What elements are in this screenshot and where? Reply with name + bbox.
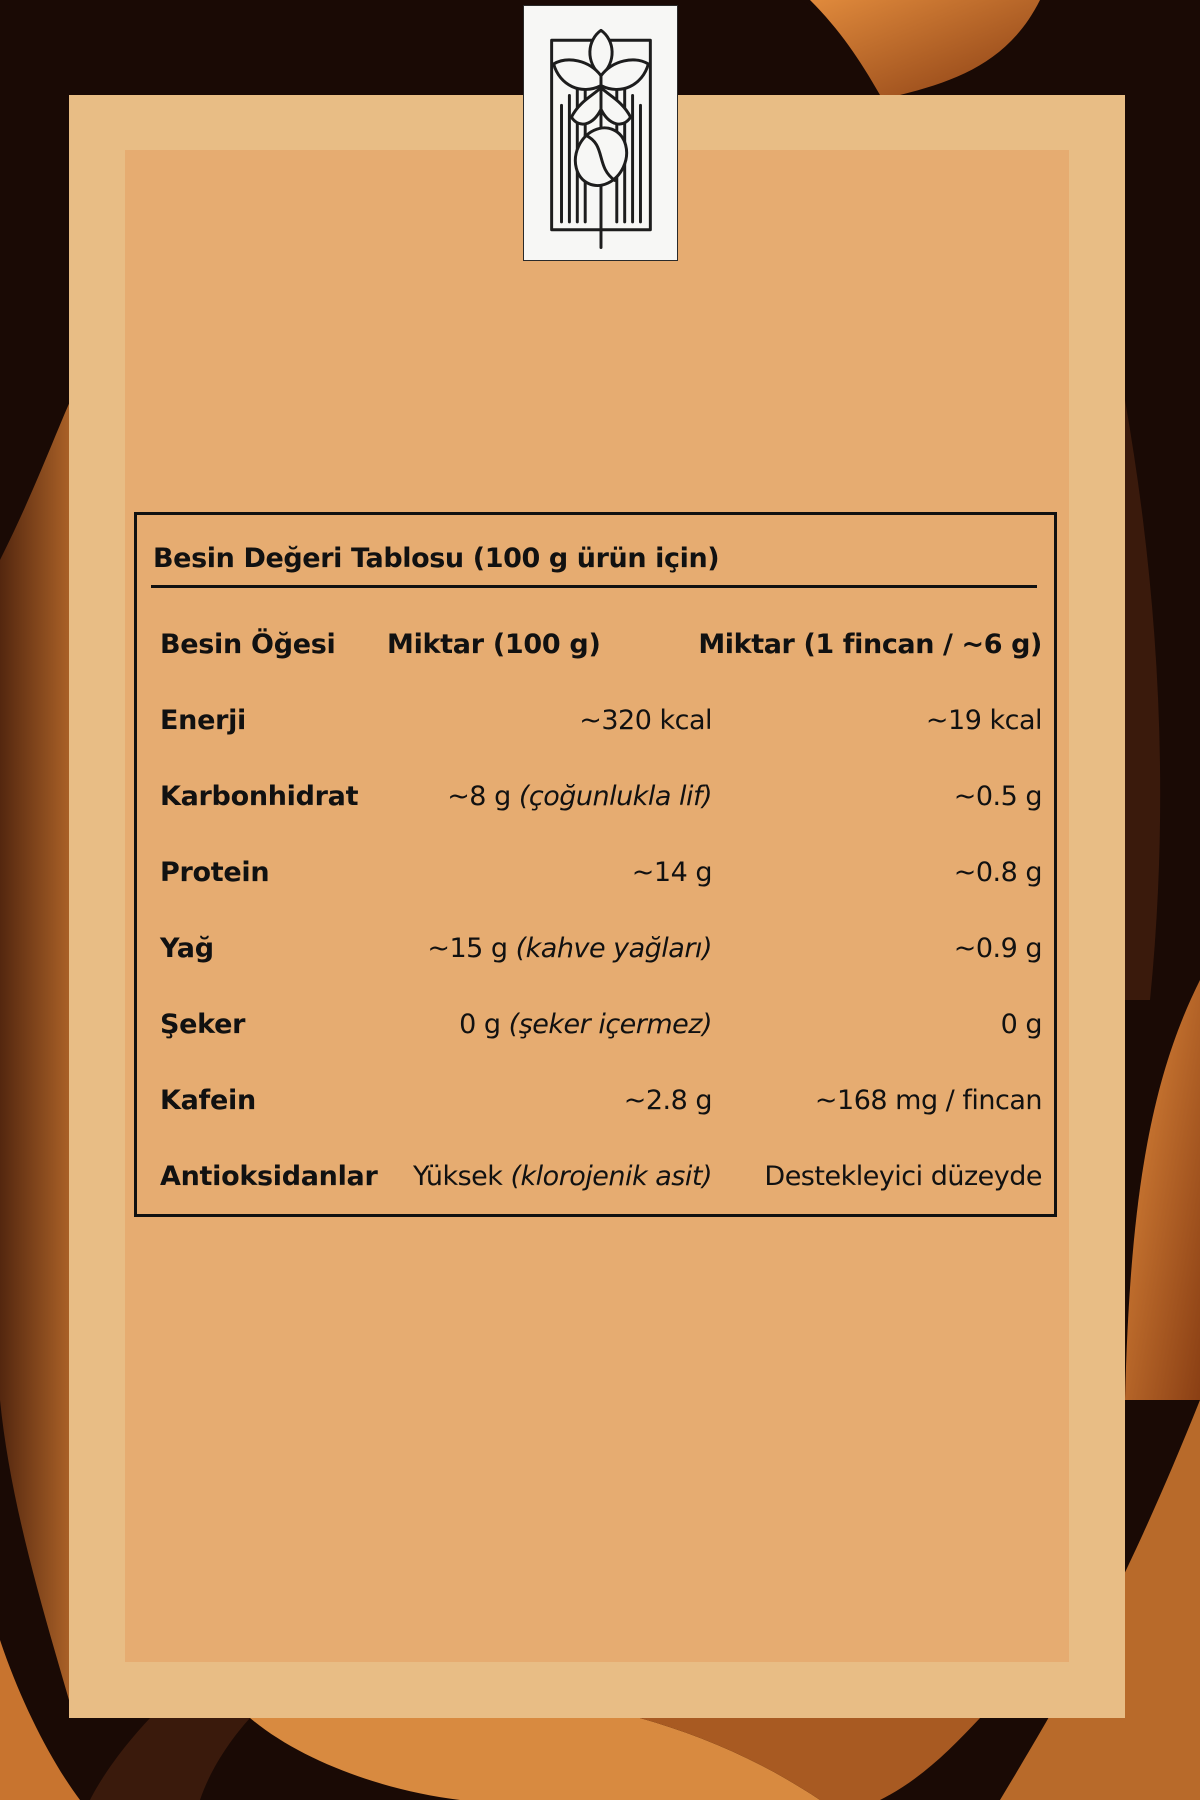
amount-value: ~2.8 g bbox=[623, 1085, 712, 1116]
amount-value: ~320 kcal bbox=[579, 705, 712, 736]
amount-per-100g bbox=[447, 772, 712, 822]
amount-per-100g bbox=[413, 1152, 712, 1202]
amount-note: (kahve yağları) bbox=[515, 933, 712, 964]
caption-divider bbox=[151, 585, 1037, 588]
table-caption: Besin Değeri Tablosu (100 g ürün için) bbox=[153, 543, 720, 574]
table-row bbox=[137, 924, 1054, 974]
amount-per-cup: 0 g bbox=[1000, 1009, 1042, 1040]
nutrient-name: Protein bbox=[160, 857, 270, 888]
amount-per-100g bbox=[624, 1076, 712, 1126]
nutrient-name: Karbonhidrat bbox=[160, 781, 359, 812]
amount-per-cup: ~0.5 g bbox=[953, 781, 1042, 812]
amount-value: Yüksek bbox=[412, 1161, 503, 1192]
table-row bbox=[137, 772, 1054, 822]
amount-per-100g bbox=[427, 924, 712, 974]
nutrient-name: Yağ bbox=[160, 933, 214, 964]
nutrient-name: Kafein bbox=[160, 1085, 256, 1116]
table-header-row bbox=[137, 620, 1054, 670]
amount-note: (klorojenik asit) bbox=[510, 1161, 712, 1192]
table-row bbox=[137, 1152, 1054, 1202]
amount-note: (çoğunlukla lif) bbox=[518, 781, 712, 812]
amount-per-100g bbox=[579, 696, 712, 746]
nutrient-name: Antioksidanlar bbox=[160, 1161, 378, 1192]
header-per-cup: Miktar (1 fincan / ~6 g) bbox=[698, 629, 1042, 660]
header-per-100g: Miktar (100 g) bbox=[387, 629, 601, 660]
amount-per-100g bbox=[632, 848, 712, 898]
amount-value: ~14 g bbox=[631, 857, 712, 888]
amount-value: ~15 g bbox=[427, 933, 508, 964]
amount-value: 0 g bbox=[459, 1009, 501, 1040]
table-row bbox=[137, 848, 1054, 898]
amount-note: (şeker içermez) bbox=[508, 1009, 712, 1040]
amount-per-cup: Destekleyici düzeyde bbox=[764, 1161, 1042, 1192]
nutrition-table bbox=[134, 512, 1057, 1217]
amount-per-100g bbox=[459, 1000, 712, 1050]
table-row bbox=[137, 1000, 1054, 1050]
table-row bbox=[137, 696, 1054, 746]
table-row bbox=[137, 1076, 1054, 1126]
amount-per-cup: ~0.8 g bbox=[953, 857, 1042, 888]
coffee-plant-bean-icon bbox=[524, 6, 677, 260]
nutrient-name: Enerji bbox=[160, 705, 247, 736]
brand-logo bbox=[523, 5, 678, 261]
amount-per-cup: ~19 kcal bbox=[925, 705, 1042, 736]
amount-per-cup: ~0.9 g bbox=[953, 933, 1042, 964]
nutrient-name: Şeker bbox=[160, 1009, 246, 1040]
header-nutrient: Besin Öğesi bbox=[160, 629, 336, 660]
amount-per-cup: ~168 mg / fincan bbox=[814, 1085, 1042, 1116]
amount-value: ~8 g bbox=[447, 781, 511, 812]
